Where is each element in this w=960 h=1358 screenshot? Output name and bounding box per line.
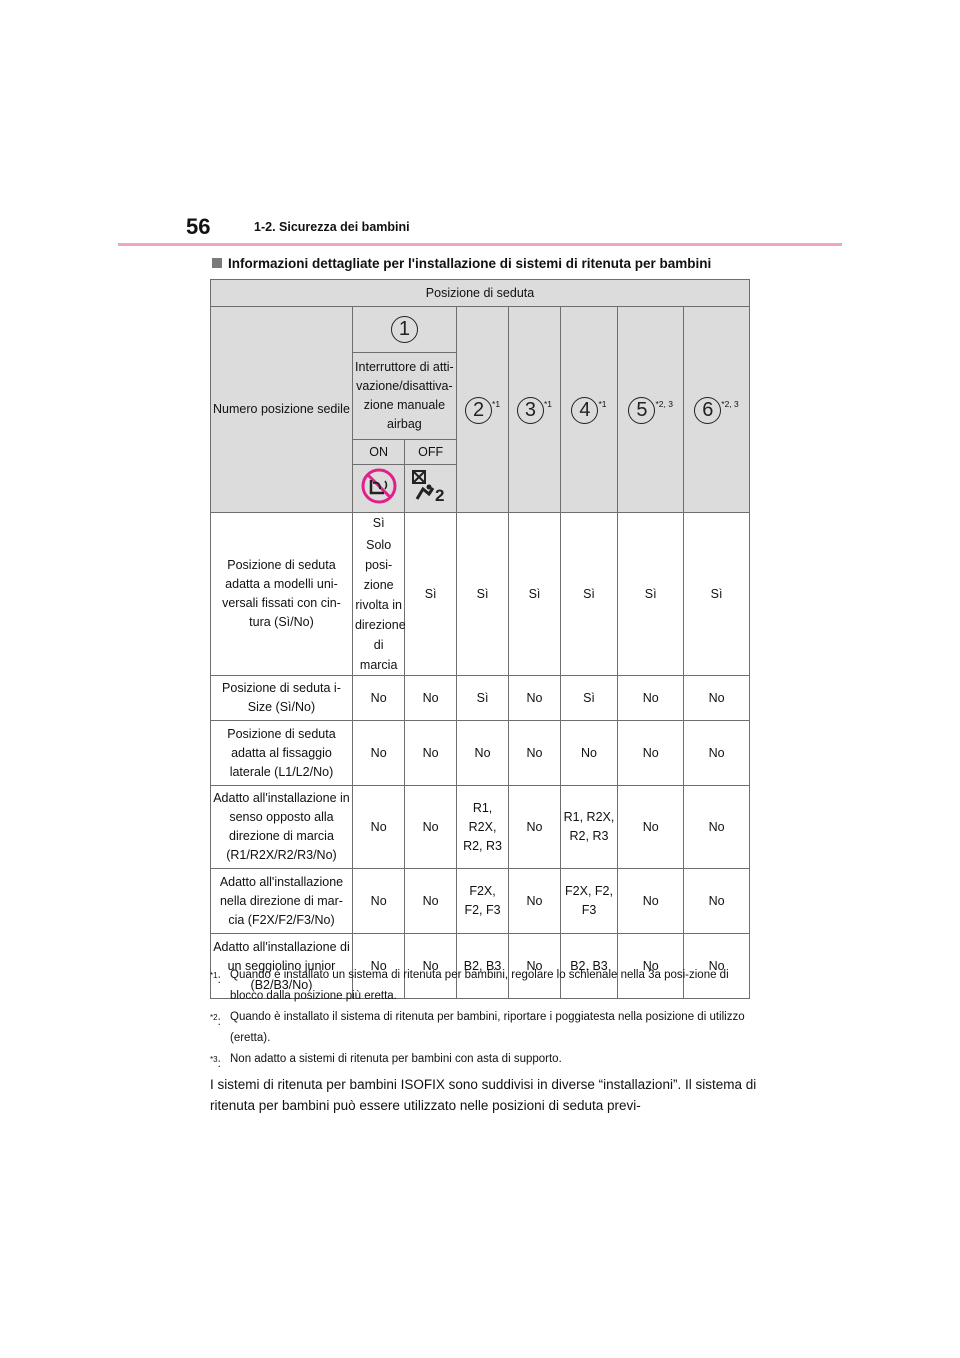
- footnote-1-mark-text: *1: [210, 971, 218, 980]
- switch-on-label: ON: [352, 440, 404, 465]
- cell-seat-3: No: [509, 676, 560, 721]
- cell-off: No: [405, 676, 456, 721]
- seat-number-2-icon: 2: [465, 397, 492, 424]
- cell-seat-4: F2X, F2, F3: [560, 869, 618, 934]
- body-paragraph: I sistemi di ritenuta per bambini ISOFIX sono suddivisi in diverse “installazioni”. Il sistema di ritenuta per bambini può essere utilizzato nelle posizioni di seduta previ-: [210, 1077, 757, 1113]
- cell-off: No: [405, 869, 456, 934]
- section-heading: [212, 256, 711, 271]
- section-heading-text: Informazioni dettagliate per l'installazione di sistemi di ritenuta per bambini: [228, 256, 712, 271]
- footnote-2-mark: $^{*2}$:: [210, 1013, 221, 1028]
- cell-seat-5: No: [618, 721, 684, 786]
- seat-5-header: [618, 307, 684, 513]
- seat-5-note: *2, 3: [655, 398, 673, 409]
- row-label: Posizione di seduta adatta a modelli uni-versali fissati con cin-tura (Sì/No): [211, 513, 353, 676]
- table-row: [211, 721, 750, 786]
- footnote-3: [210, 1049, 750, 1070]
- seat-3-note: *1: [543, 398, 552, 409]
- airbag-on-icon-cell: [352, 465, 404, 513]
- table-row: [211, 786, 750, 869]
- footnote-3-text: Non adatto a sistemi di ritenuta per bambini con asta di supporto.: [230, 1053, 562, 1065]
- seating-position-table: [210, 279, 750, 999]
- seat-number-4-icon: 4: [571, 397, 598, 424]
- seat-6-header: [684, 307, 750, 513]
- cell-seat-6: No: [684, 721, 750, 786]
- seat-3-header: [509, 307, 560, 513]
- airbag-off-indicator-icon: [409, 467, 453, 505]
- seat-4-note: *1: [598, 398, 607, 409]
- cell-seat-6: No: [684, 676, 750, 721]
- cell-seat-5: No: [618, 934, 684, 999]
- row-label: Adatto all'installazione di un seggiolino junior (B2/B3/No): [211, 934, 353, 999]
- footnote-1: [210, 965, 750, 1007]
- row-label: Posizione di seduta i-Size (Sì/No): [211, 676, 353, 721]
- cell-seat-3: No: [509, 721, 560, 786]
- seat-number-6-icon: 6: [694, 397, 721, 424]
- cell-off: No: [405, 721, 456, 786]
- cell-seat-3: No: [509, 934, 560, 999]
- cell-seat-6: No: [684, 786, 750, 869]
- footnote-1-text: Quando è installato un sistema di ritenuta per bambini, regolare lo schienale nella 3a posi-zione di blocco dalla posizione più eretta.: [230, 969, 729, 1002]
- cell-on: No: [352, 934, 404, 999]
- cell-seat-5: No: [618, 869, 684, 934]
- footnote-3-mark-text: *3: [210, 1055, 218, 1064]
- cell-seat-2: B2, B3: [456, 934, 508, 999]
- cell-seat-2: F2X, F2, F3: [456, 869, 508, 934]
- airbag-off-icon-cell: [405, 465, 456, 513]
- cell-seat-5: No: [618, 676, 684, 721]
- cell-seat-2: Sì: [456, 676, 508, 721]
- table-row: [211, 676, 750, 721]
- airbag-off-icon-number: 2: [434, 485, 445, 505]
- seat-6-note: *2, 3: [721, 398, 739, 409]
- airbag-switch-label: Interruttore di atti-vazione/disattiva-zione manuale airbag: [352, 353, 456, 440]
- table-row: [211, 869, 750, 934]
- cell-seat-2: R1, R2X, R2, R3: [456, 786, 508, 869]
- row-label: Posizione di seduta adatta al fissaggio laterale (L1/L2/No): [211, 721, 353, 786]
- cell-seat-4: No: [560, 721, 618, 786]
- footnote-2-text: Quando è installato il sistema di ritenuta per bambini, riportare i poggiatesta nella posizione di utilizzo (eretta).: [230, 1011, 745, 1044]
- cell-seat-6: No: [684, 869, 750, 934]
- page-number: 56: [186, 214, 211, 239]
- prohibited-rear-facing-seat-icon: [360, 467, 398, 505]
- seat-1-header: [352, 307, 456, 353]
- cell-on: No: [352, 721, 404, 786]
- table-title: Posizione di seduta: [211, 280, 750, 307]
- cell-off: No: [405, 786, 456, 869]
- chapter-title: 1-2. Sicurezza dei bambini: [254, 220, 410, 234]
- footnote-2: [210, 1007, 750, 1049]
- table-row: [211, 513, 750, 676]
- cell-seat-6: Sì: [684, 513, 750, 676]
- seat-number-1-icon: 1: [391, 316, 418, 343]
- footnote-2-mark-text: *2: [210, 1013, 218, 1022]
- seat-number-3-icon: 3: [517, 397, 544, 424]
- footnote-3-mark: $^{*3}$:: [210, 1055, 221, 1070]
- cell-on-yes: Sì: [372, 516, 385, 530]
- seat-2-note: *1: [492, 398, 501, 409]
- footnote-1-mark: $^{*1}$:: [210, 971, 221, 986]
- header-rule: [118, 243, 842, 246]
- cell-seat-4: Sì: [560, 676, 618, 721]
- switch-off-label: OFF: [405, 440, 456, 465]
- cell-seat-4: B2, B3: [560, 934, 618, 999]
- cell-on: No: [352, 676, 404, 721]
- cell-seat-2: Sì: [456, 513, 508, 676]
- row-label: Adatto all'installazione in senso opposto alla direzione di marcia (R1/R2X/R2/R3/No): [211, 786, 353, 869]
- cell-seat-6: No: [684, 934, 750, 999]
- cell-seat-4: Sì: [560, 513, 618, 676]
- cell-on: [352, 513, 404, 676]
- square-bullet-icon: [212, 258, 222, 268]
- seat-2-header: [456, 307, 508, 513]
- cell-seat-4: R1, R2X, R2, R3: [560, 786, 618, 869]
- row-header-label: Numero posizione sedile: [211, 307, 353, 513]
- cell-seat-3: No: [509, 786, 560, 869]
- seat-number-5-icon: 5: [628, 397, 655, 424]
- cell-seat-5: Sì: [618, 513, 684, 676]
- cell-off: Sì: [405, 513, 456, 676]
- cell-seat-3: No: [509, 869, 560, 934]
- cell-on-detail: Solo posi-zione rivolta in direzione di marcia: [354, 538, 406, 672]
- cell-seat-5: No: [618, 786, 684, 869]
- cell-seat-2: No: [456, 721, 508, 786]
- cell-seat-3: Sì: [509, 513, 560, 676]
- cell-on: No: [352, 786, 404, 869]
- row-label: Adatto all'installazione nella direzione di mar-cia (F2X/F2/F3/No): [211, 869, 353, 934]
- seat-4-header: [560, 307, 618, 513]
- cell-on: No: [352, 869, 404, 934]
- cell-off: No: [405, 934, 456, 999]
